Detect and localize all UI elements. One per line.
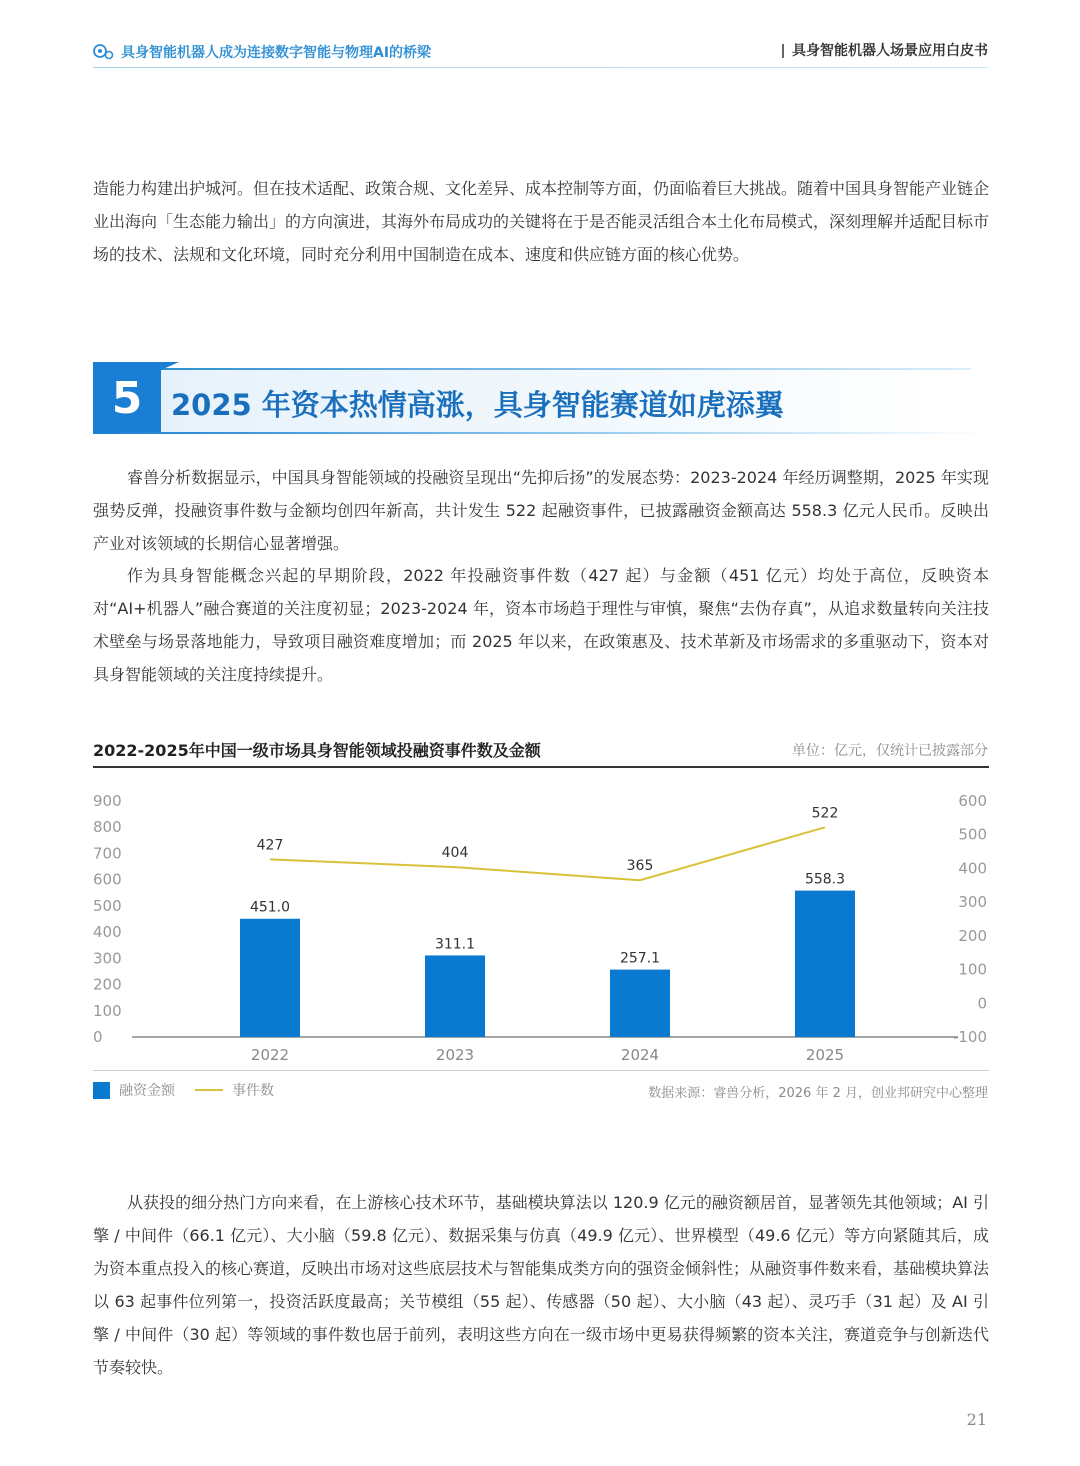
chart-bottom-rule [93,1070,989,1071]
x-axis-tick: 2024 [620,1046,660,1064]
x-axis-tick: 2025 [805,1046,845,1064]
legend-events-swatch [195,1089,223,1091]
section-title: 2025 年资本热情高涨，具身智能赛道如虎添翼 [171,388,784,422]
bar-data-label: 451.0 [249,899,291,916]
section-notch [161,362,179,370]
left-axis-tick: 400 [93,923,122,942]
chart-unit-note: 单位：亿元，仅统计已披露部分 [792,743,988,759]
section-bottom-line [93,432,989,434]
left-axis-tick: 0 [93,1028,103,1046]
left-axis-tick: 700 [93,844,122,863]
x-axis-tick: 2022 [250,1046,290,1064]
header-left [93,42,431,62]
right-axis-tick: 400 [958,859,987,878]
right-axis-tick: 200 [958,926,987,945]
left-axis-tick: 900 [93,792,122,810]
events-line [270,827,825,880]
chart-legend [93,1080,274,1100]
bar-data-label: 311.1 [434,936,476,953]
right-axis-tick: -100 [952,1028,987,1046]
bar-amount [240,919,300,1037]
right-axis-tick: 600 [958,792,987,810]
body-paragraph-2: 作为具身智能概念兴起的早期阶段，2022 年投融资事件数（427 起）与金额（451 亿元）均处于高位，反映资本对“AI+机器人”融合赛道的关注度初显；2023-2024 年，资本市场趋于理性与审慎，聚焦“去伪存真”，从追求数量转向关注技术壁垒与场景落地能力，导致项目融资难度增加；而 2025 年以来，在政策惠及、技术革新及市场需求的多重驱动下，资本对具身智能领域的关注度持续提升。 [93,566,989,684]
right-axis-tick: 500 [958,825,987,844]
chart-source: 数据来源：睿兽分析，2026 年 2 月，创业邦研究中心整理 [648,1086,988,1101]
bar-amount [425,955,485,1037]
investment-chart [80,780,1000,1070]
bar-data-label: 257.1 [619,950,661,967]
left-axis-tick: 800 [93,818,122,837]
bar-amount [610,970,670,1037]
page-header [93,42,988,66]
header-logo-icon [93,43,115,61]
right-axis-tick: 100 [958,960,987,979]
legend-events-label: 事件数 [232,1083,274,1099]
header-divider [93,67,988,68]
bar-amount [795,891,855,1037]
left-axis-tick: 300 [93,949,122,968]
right-axis-tick: 0 [977,994,987,1013]
left-axis-tick: 100 [93,1001,122,1020]
left-axis-tick: 200 [93,975,122,994]
body-paragraph-1: 睿兽分析数据显示，中国具身智能领域的投融资呈现出“先抑后扬”的发展态势：2023-2024 年经历调整期，2025 年实现强势反弹，投融资事件数与金额均创四年新高，共计发生 522 起融资事件，已披露融资金额高达 558.3 亿元人民币。反映出产业对该领域的长期信心显著增强。 [93,468,989,553]
line-data-label: 404 [441,845,469,862]
chart-title: 2022-2025年中国一级市场具身智能领域投融资事件数及金额 [93,741,541,760]
left-axis-tick: 600 [93,870,122,889]
section-top-line [161,368,971,370]
closing-paragraph: 从获投的细分热门方向来看，在上游核心技术环节，基础模块算法以 120.9 亿元的融资额居首，显著领先其他领域；AI 引擎 / 中间件（66.1 亿元）、大小脑（59.8 亿元）、数据采集与仿真（49.9 亿元）、世界模型（49.6 亿元）等方向紧随其后，成为资本重点投入的核心赛道，反映出市场对这些底层技术与智能集成类方向的强资金倾斜性；从融资事件数来看，基础模块算法以 63 起事件位列第一，投资活跃度最高；关节模组（55 起）、传感器（50 起）、大小脑（43 起）、灵巧手（31 起）及 AI 引擎 / 中间件（30 起）等领域的事件数也居于前列，表明这些方向在一级市场中更易获得频繁的资本关注，赛道竞争与创新迭代节奏较快。 [93,1193,990,1377]
bar-data-label: 558.3 [804,871,846,888]
line-data-label: 427 [256,837,284,854]
section-number: 5 [93,362,161,434]
left-axis-tick: 500 [93,896,122,915]
header-right-title: 具身智能机器人场景应用白皮书 [782,44,988,58]
right-axis-tick: 300 [958,893,987,912]
line-data-label: 365 [626,858,654,875]
intro-paragraph: 造能力构建出护城河。但在技术适配、政策合规、文化差异、成本控制等方面，仍面临着巨大挑战。随着中国具身智能产业链企业出海向「生态能力输出」的方向演进，其海外布局成功的关键将在于是否能灵活组合本土化布局模式，深刻理解并适配目标市场的技术、法规和文化环境，同时充分利用中国制造在成本、速度和供应链方面的核心优势。 [93,179,990,264]
section-heading [93,362,989,434]
line-data-label: 522 [811,805,839,822]
legend-amount-label: 融资金额 [119,1083,175,1099]
page-number: 21 [966,1410,987,1429]
x-axis-tick: 2023 [435,1046,475,1064]
chart-top-rule [93,766,989,768]
legend-amount-swatch [93,1082,110,1099]
header-left-title: 具身智能机器人成为连接数字智能与物理AI的桥梁 [121,45,432,61]
